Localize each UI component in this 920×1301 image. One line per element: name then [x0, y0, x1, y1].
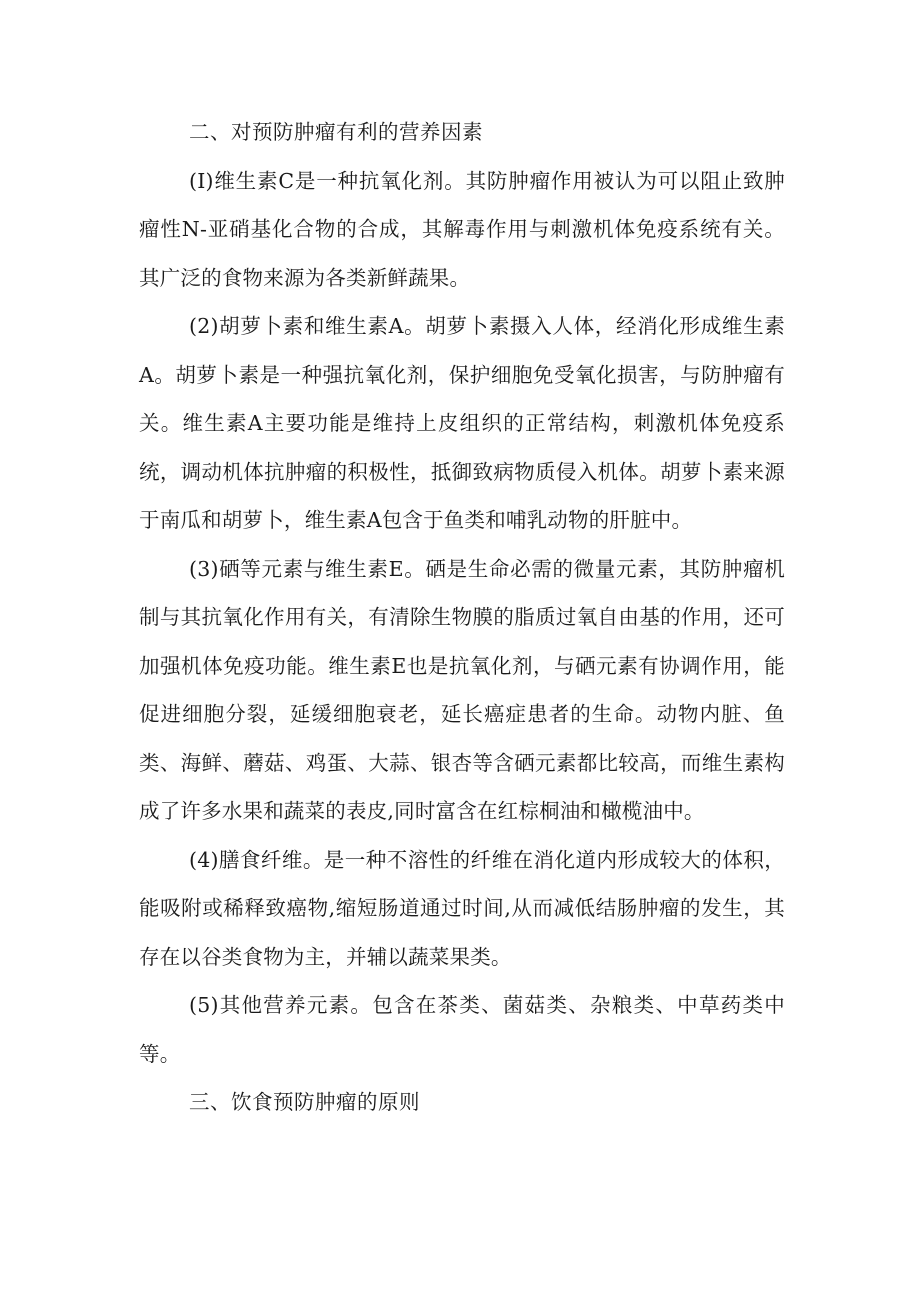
paragraph-selenium-vitamin-e: (3)硒等元素与维生素E。硒是生命必需的微量元素，其防肿瘤机制与其抗氧化作用有关，有清除生物膜的脂质过氧自由基的作用，还可加强机体免疫功能。维生素E也是抗氧化剂，与硒元素有协调作用，能促进细胞分裂，延缓细胞衰老，延长癌症患者的生命。动物内脏、鱼类、海鲜、蘑菇、鸡蛋、大蒜、银杏等含硒元素都比较高，而维生素构成了许多水果和蔬菜的表皮,同时富含在红棕桐油和橄榄油中。 — [139, 556, 785, 823]
section-heading-2: 二、对预防肿瘤有利的营养因素 — [189, 120, 483, 144]
paragraph-other-nutrients: (5)其他营养元素。包含在茶类、菌菇类、杂粮类、中草药类中等。 — [139, 993, 785, 1066]
paragraph-vitamin-c: (I)维生素C是一种抗氧化剂。其防肿瘤作用被认为可以阻止致肿瘤性N-亚硝基化合物的合成，其解毒作用与刺激机体免疫系统有关。其广泛的食物来源为各类新鲜蔬果。 — [139, 168, 785, 290]
section-heading-3: 三、饮食预防肿瘤的原则 — [189, 1090, 420, 1114]
paragraph-carotene-vitamin-a: (2)胡萝卜素和维生素A。胡萝卜素摄入人体，经消化形成维生素A。胡萝卜素是一种强抗氧化剂，保护细胞免受氧化损害，与防肿瘤有关。维生素A主要功能是维持上皮组织的正常结构，刺激机体免疫系统，调动机体抗肿瘤的积极性，抵御致病物质侵入机体。胡萝卜素来源于南瓜和胡萝卜，维生素A包含于鱼类和哺乳动物的肝脏中。 — [139, 314, 785, 532]
document-page — [139, 108, 785, 1127]
paragraph-dietary-fiber: (4)膳食纤维。是一种不溶性的纤维在消化道内形成较大的体积，能吸附或稀释致癌物,缩短肠道通过时间,从而减低结肠肿瘤的发生，其存在以谷类食物为主，并辅以蔬菜果类。 — [139, 847, 785, 969]
